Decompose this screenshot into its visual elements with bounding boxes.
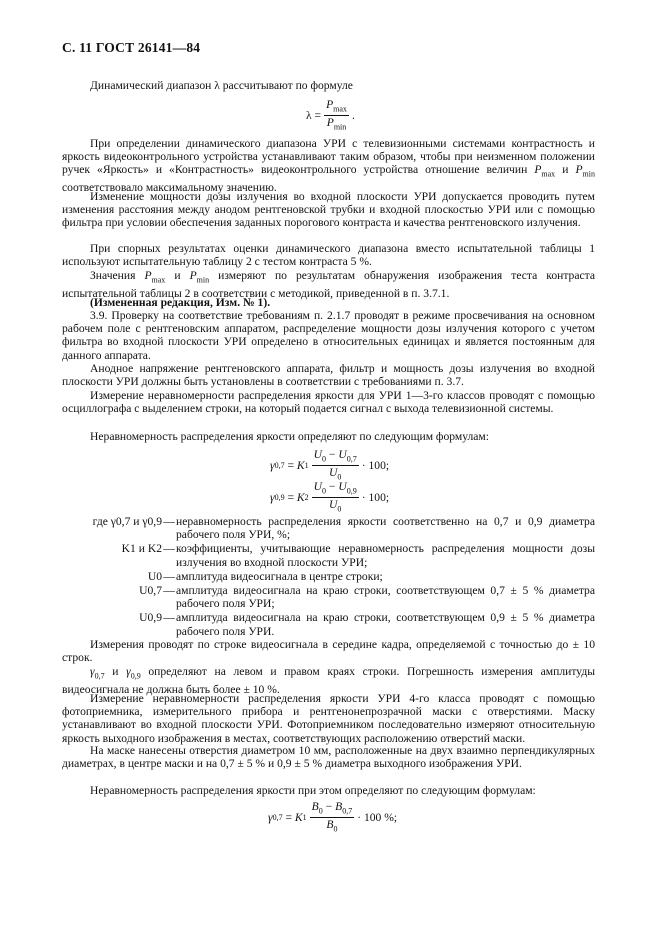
formula-gamma-07: γ 0,7 = K 1 $\frac{U_0 - U_{0,7}}{U_0}$ · 100; [270,448,390,482]
paragraph-3: При спорных результатах оценки динамического диапазона вместо испытательной таблицы 1 используют испытательную таблицу 2 с тестом контраста 5 %. [62,242,595,269]
paragraph-mask: На маске нанесены отверстия диаметром 10 мм, расположенные на двух взаимно перпендикулярных диаметрах, в центре маски и на 0,7 ± 5 % и 0,9 ± 5 % диаметра выходного изображения УРИ. [62,744,595,771]
paragraph-2: Изменение мощности дозы излучения во входной плоскости УРИ допускается проводить путем изменения расстояния между анодом рентгеновской трубки и входной плоскостью УРИ или с помощью фильтра при условии обеспечения заданных порогового контраста и качества рентгеновского излучения. [62,190,595,230]
paragraph-4: Значения $P_{max}$ и $P_{min}$ измеряют по результатам обнаружения изображения теста контраста испытательной таблицы 2 в соответствии с методикой, приведенной в п. 3.7.1. [62,269,595,300]
paragraph-anode: Анодное напряжение рентгеновского аппарата, фильтр и мощность дозы излучения во входной плоскости УРИ должны быть установлены в соответствии с требованиями п. 3.7. [62,362,595,389]
paragraph-formulas-intro-2: Неравномерность распределения яркости при этом определяют по следующим формулам: [90,784,536,797]
definition-item: где γ0,7 и γ0,9 — неравномерность распределения яркости соответственно на 0,7 и 0,9 диаметра рабочего поля УРИ, %; [92,515,595,542]
definition-item: K1 и K2 — коэффициенты, учитывающие неравномерность распределения мощности дозы излучения во входной плоскости УРИ; [121,542,595,569]
paragraph-lines: Измерения проводят по строке видеосигнала в середине кадра, определяемой с точностью до ± 10 строк. [62,638,595,665]
paragraph-measure-1-3: Измерение неравномерности распределения яркости для УРИ 1—3-го классов проводят с помощью осциллографа с выделением строки, на который подается сигнал с выхода телевизионной системы. [62,389,595,416]
paragraph-formulas-intro: Неравномерность распределения яркости определяют по следующим формулам: [90,430,489,443]
formula-gamma-09: γ 0,9 = K 2 $\frac{U_0 - U_{0,9}}{U_0}$ · 100; [270,480,390,514]
definition-item: U0,9 — амплитуда видеосигнала на краю строки, соответствующем 0,9 ± 5 % диаметра рабочего поля УРИ. [139,611,595,638]
intro-line: Динамический диапазон λ рассчитывают по формуле [90,79,353,92]
definition-item: U0,7 — амплитуда видеосигнала на краю строки, соответствующем 0,7 ± 5 % диаметра рабочего поля УРИ; [139,584,595,611]
definition-item: U0 — амплитуда видеосигнала в центре строки; [147,569,383,583]
paragraph-3-9: 3.9. Проверку на соответствие требованиям п. 2.1.7 проводят в режиме просвечивания на основном рабочем поле с рентгеновским аппаратом, распределение мощности дозы излучения которого с учетом фильтра во входной плоскости УРИ определено в относительных единицах и является постоянным для данного аппарата. [62,309,595,362]
paragraph-class-4: Измерение неравномерности распределения яркости УРИ 4-го класса проводят с помощью фотоприемника, измерительного прибора и рентгенонепрозрачной маски с отверстиями. Маску устанавливают во входной плоскости УРИ. Фотоприемником последовательно измеряют относительную яркость выходного изображения в местах, соответствующих расположению отверстий маски. [62,692,595,745]
amendment-note: (Измененная редакция, Изм. № 1). [90,296,271,309]
paragraph-1: При определении динамического диапазона УРИ с телевизионными системами контрастность и яркость видеоконтрольного устройства устанавливают таким образом, чтобы при неизменном положении ручек «Яркость» и «Контрастность» видеоконтрольного устройства отношение величин $P_{max}$ и $P_{min}$ соответствовало максимальному значению. [62,137,595,194]
formula-lambda: λ = $\frac{P_{max}}{P_{min}}$ . [306,98,355,132]
definitions-list [62,515,595,639]
page-header: С. 11 ГОСТ 26141—84 [62,40,201,55]
formula-gamma-07-b: γ 0,7 = K 1 $\frac{B_0 - B_{0,7}}{B_0}$ · 100 %; [268,800,398,834]
paragraph-edges: $\gamma_{0,7}$ и $\gamma_{0,9}$ определяют на левом и правом краях строки. Погрешность измерения амплитуды видеосигнала не должна быть более ± 10 %. [62,665,596,696]
